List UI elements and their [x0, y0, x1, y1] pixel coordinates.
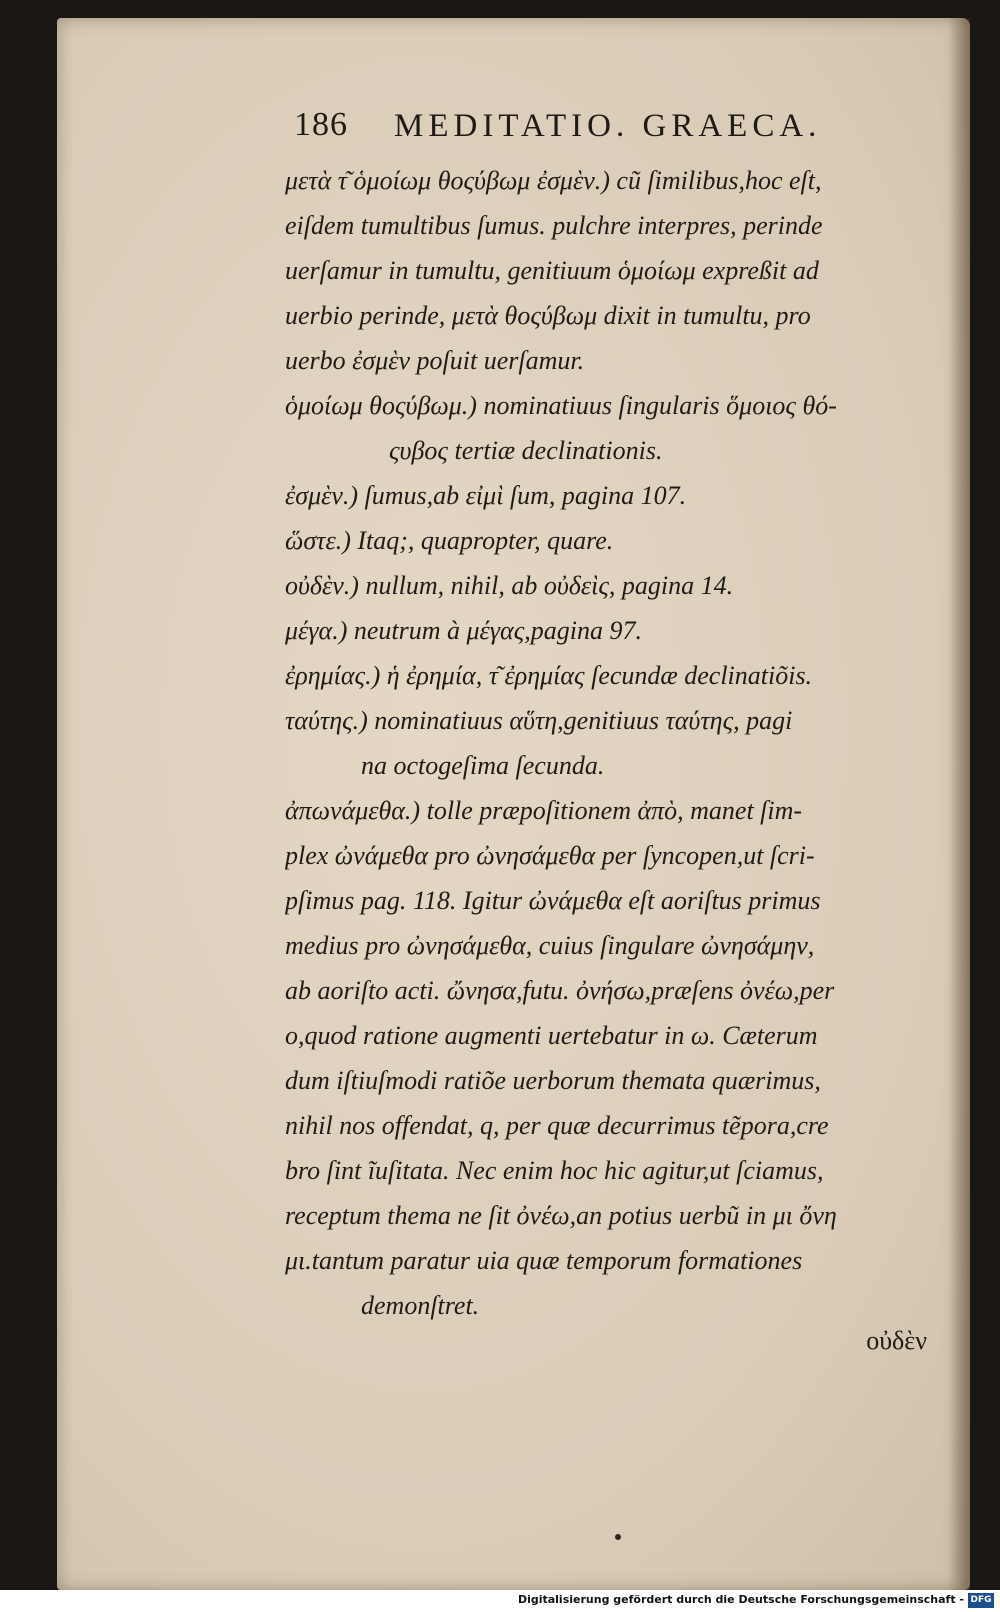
text-line: ὁμοίωμ θοςύβωμ.) nominatiuus ſingularis ὅμοιος θό- [285, 391, 837, 420]
body-text [285, 158, 925, 1328]
text-line: nihil nos offendat, q, per quæ decurrimus tẽpora,cre [285, 1111, 829, 1140]
text-line: demonſtret. [361, 1291, 480, 1320]
text-line: na octogeſima ſecunda. [361, 751, 605, 780]
text-line: dum iſtiuſmodi ratiõe uerborum themata quærimus, [285, 1066, 821, 1095]
text-line: ἐσμὲν.) ſumus,ab εἰμὶ ſum, pagina 107. [285, 481, 687, 510]
page-number: 186 [294, 106, 348, 143]
text-line: μι.tantum paratur uia quæ temporum formationes [285, 1246, 803, 1275]
text-line: uerbio perinde, μετὰ θοςύβωμ dixit in tumultu, pro [285, 301, 811, 330]
text-line: ab aoriſto acti. ὤνησα,futu. ὀνήσω,præſens ὀνέω,per [285, 976, 835, 1005]
text-line: medius pro ὠνησάμεθα, cuius ſingulare ὠνησάμην, [285, 931, 815, 960]
ink-dot [615, 1534, 621, 1540]
text-line: uerbo ἐσμὲν poſuit uerſamur. [285, 346, 585, 375]
text-line: pſimus pag. 118. Igitur ὠνάμεθα eſt aoriſtus primus [285, 886, 821, 915]
text-line: ἀπωνάμεθα.) tolle præpoſitionem ἀπὸ, manet ſim- [285, 796, 803, 825]
text-line: receptum thema ne ſit ὀνέω,an potius uerbũ in μι ὄνη [285, 1201, 837, 1230]
catchword: οὐδὲν [866, 1326, 927, 1355]
text-line: o,quod ratione augmenti uertebatur in ω. Cæterum [285, 1021, 818, 1050]
text-line: οὐδὲν.) nullum, nihil, ab οὐδεὶς, pagina 14. [285, 571, 734, 600]
page-spine-shadow [948, 18, 970, 1590]
text-line: bro ſint ĩuſitata. Nec enim hoc hic agitur,ut ſciamus, [285, 1156, 824, 1185]
text-line: plex ὠνάμεθα pro ὠνησάμεθα per ſyncopen,ut ſcri- [285, 841, 815, 870]
text-line: μέγα.) neutrum à μέγας,pagina 97. [285, 616, 642, 645]
text-line: μετὰ τ͂ ὁμοίωμ θοςύβωμ ἐσμὲν.) cũ ſimilibus,hoc eſt, [285, 166, 822, 195]
text-line: eiſdem tumultibus ſumus. pulchre interpres, perinde [285, 211, 823, 240]
text-line: ςυβος tertiæ declinationis. [389, 436, 663, 465]
digitization-footer [0, 1590, 1000, 1612]
text-line: ταύτης.) nominatiuus αὕτη,genitiuus ταύτης, pagi [285, 706, 793, 735]
dfg-logo: DFG [968, 1593, 994, 1608]
running-title: MEDITATIO. GRAECA. [394, 108, 822, 144]
text-line: ὥστε.) Itaq;, quapropter, quare. [285, 526, 614, 555]
text-line: ἐρημίας.) ἡ ἐρημία, τ͂ ἐρημίας ſecundæ declinatiõis. [285, 661, 813, 690]
footer-credit: Digitalisierung gefördert durch die Deutsche Forschungsgemeinschaft - [517, 1593, 964, 1606]
page-header [294, 106, 914, 166]
text-line: uerſamur in tumultu, genitiuum ὁμοίωμ expreßit ad [285, 256, 819, 285]
book-page [57, 18, 970, 1590]
